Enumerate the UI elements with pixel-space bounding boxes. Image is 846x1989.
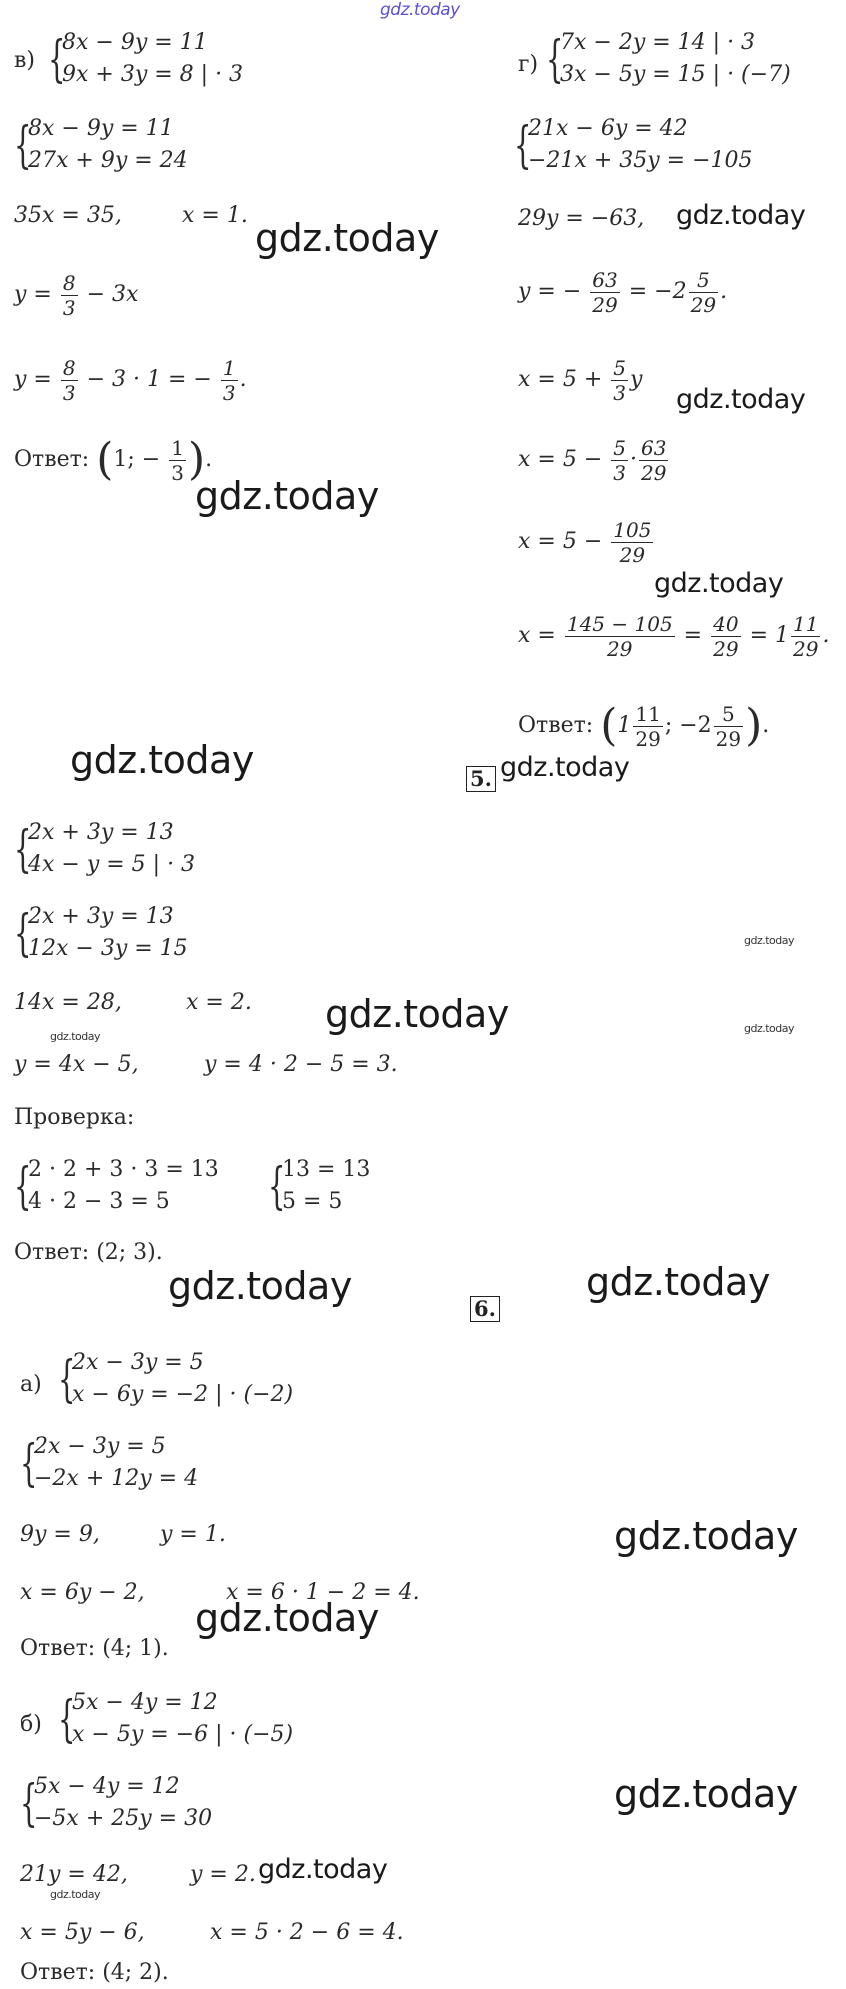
equation: 3x − 5y = 15 | · (−7) — [560, 62, 791, 87]
watermark: gdz.today — [70, 738, 254, 782]
denominator: 29 — [793, 636, 819, 661]
task5-answer: Ответ: (2; 3). — [14, 1240, 163, 1265]
text: y = — [14, 282, 52, 307]
watermark: gdz.today — [195, 474, 379, 518]
text: = — [683, 623, 703, 648]
numerator: 63 — [641, 435, 667, 460]
part-g-label: г) — [518, 52, 539, 77]
equation: 21x − 6y = 42 — [528, 116, 688, 141]
fraction — [565, 612, 675, 661]
watermark: gdz.today — [195, 1596, 379, 1640]
numerator: 5 — [613, 435, 626, 460]
task6a-line-4a: x = 6y − 2, — [20, 1580, 145, 1605]
task-number-6: 6. — [470, 1296, 500, 1322]
task6b-line-4a: x = 5y − 6, — [20, 1920, 145, 1945]
equation: 2x − 3y = 5 — [34, 1434, 166, 1459]
answer-label: Ответ: — [14, 447, 90, 472]
brace-icon: { — [268, 1157, 286, 1215]
task6a-line-3b: y = 1. — [160, 1522, 226, 1547]
numerator: 5 — [714, 702, 743, 727]
fraction — [611, 436, 628, 485]
part-v-line-3b: x = 1. — [182, 203, 248, 228]
denominator: 29 — [713, 636, 739, 661]
equation: 7x − 2y = 14 | · 3 — [560, 30, 756, 55]
numerator: 145 − 105 — [566, 611, 673, 636]
denominator: 3 — [62, 295, 76, 320]
text: . — [205, 447, 213, 472]
numerator: 8 — [62, 355, 76, 380]
brace-icon: { — [514, 116, 532, 174]
watermark: gdz.today — [676, 384, 806, 415]
text: . — [822, 623, 830, 648]
paren-open: ( — [96, 434, 114, 485]
equation: 2x + 3y = 13 — [28, 820, 174, 845]
task5-check-label: Проверка: — [14, 1105, 135, 1130]
brace-icon: { — [546, 30, 564, 88]
task6b-line-4b: x = 5 · 2 − 6 = 4. — [210, 1920, 404, 1945]
fraction — [689, 268, 718, 317]
watermark: gdz.today — [50, 1030, 101, 1043]
equation: x − 6y = −2 | · (−2) — [72, 1382, 294, 1407]
equation: 4 · 2 − 3 = 5 — [28, 1189, 170, 1214]
task6b-label: б) — [20, 1712, 42, 1737]
brace-icon: { — [14, 116, 32, 174]
equation: −21x + 35y = −105 — [528, 148, 753, 173]
equation: 5x − 4y = 12 — [34, 1774, 180, 1799]
equation: 2x − 3y = 5 — [72, 1350, 204, 1375]
watermark-top: gdz.today — [380, 0, 460, 20]
brace-icon: { — [14, 904, 32, 962]
numerator: 105 — [613, 517, 652, 542]
equation: 5 = 5 — [282, 1189, 343, 1214]
equation: 12x − 3y = 15 — [28, 936, 188, 961]
text: · — [630, 447, 637, 472]
part-v-line-5 — [14, 350, 247, 410]
task5-line-4a: y = 4x − 5, — [14, 1052, 139, 1077]
numerator: 8 — [62, 270, 76, 295]
numerator: 5 — [613, 355, 626, 380]
part-g-line-3: 29y = −63, — [518, 206, 645, 231]
part-v-line-3a: 35x = 35, — [14, 203, 122, 228]
fraction — [590, 268, 619, 317]
watermark: gdz.today — [586, 1260, 770, 1304]
text: = 1 — [749, 623, 789, 648]
text: x = 5 − — [518, 447, 603, 472]
part-v-answer — [14, 430, 212, 490]
equation: −2x + 12y = 4 — [34, 1466, 199, 1491]
equation: 13 = 13 — [282, 1157, 371, 1182]
equation: 5x − 4y = 12 — [72, 1690, 218, 1715]
watermark: gdz.today — [676, 200, 806, 231]
task6b-line-3b: y = 2. — [190, 1862, 256, 1887]
task6a-answer: Ответ: (4; 1). — [20, 1636, 169, 1661]
text: . — [720, 279, 728, 304]
text: y = — [14, 367, 52, 392]
text: 1; − — [113, 447, 161, 472]
numerator: 1 — [222, 355, 236, 380]
text: x = 5 − — [518, 529, 603, 554]
text: 1 — [617, 713, 632, 738]
denominator: 29 — [641, 460, 667, 485]
brace-icon: { — [48, 30, 66, 88]
part-v-line-4 — [14, 265, 138, 325]
denominator: 29 — [607, 636, 633, 661]
watermark: gdz.today — [744, 1022, 795, 1035]
fraction — [611, 356, 628, 405]
fraction — [791, 612, 820, 661]
equation: 2x + 3y = 13 — [28, 904, 174, 929]
brace-icon: { — [58, 1690, 76, 1748]
task-number-5: 5. — [466, 766, 496, 792]
text: x = — [518, 623, 556, 648]
denominator: 3 — [613, 380, 626, 405]
watermark: gdz.today — [614, 1514, 798, 1558]
equation: 4x − y = 5 | · 3 — [28, 852, 196, 877]
fraction — [169, 436, 186, 485]
brace-icon: { — [14, 820, 32, 878]
brace-icon: { — [20, 1774, 38, 1832]
equation: 9x + 3y = 8 | · 3 — [62, 62, 244, 87]
equation: x − 5y = −6 | · (−5) — [72, 1722, 294, 1747]
fraction — [221, 356, 238, 405]
fraction — [61, 356, 78, 405]
text: = −2 — [628, 279, 687, 304]
text: ; −2 — [664, 713, 712, 738]
equation: 8x − 9y = 11 — [62, 30, 208, 55]
task5-line-4b: y = 4 · 2 − 5 = 3. — [204, 1052, 398, 1077]
text: y — [630, 367, 643, 392]
paren-open: ( — [600, 700, 618, 751]
task6a-label: а) — [20, 1372, 42, 1397]
denominator: 3 — [171, 460, 184, 485]
part-g-answer — [518, 696, 769, 756]
denominator: 3 — [222, 380, 236, 405]
watermark: gdz.today — [325, 992, 509, 1036]
text: . — [239, 367, 247, 392]
equation: 27x + 9y = 24 — [28, 148, 188, 173]
brace-icon: { — [58, 1350, 76, 1408]
numerator: 11 — [793, 611, 819, 636]
task5-line-3b: x = 2. — [186, 990, 252, 1015]
text: − 3 · 1 = − — [86, 367, 212, 392]
text: x = 5 + — [518, 367, 603, 392]
watermark: gdz.today — [744, 934, 795, 947]
watermark: gdz.today — [255, 216, 439, 260]
brace-icon: { — [14, 1157, 32, 1215]
denominator: 29 — [715, 726, 742, 751]
task6b-line-3a: 21y = 42, — [20, 1862, 128, 1887]
part-g-line-8 — [518, 606, 829, 666]
paren-close: ) — [745, 700, 763, 751]
denominator: 29 — [619, 542, 646, 567]
equation: −5x + 25y = 30 — [34, 1806, 213, 1831]
task5-line-3a: 14x = 28, — [14, 990, 122, 1015]
numerator: 11 — [635, 701, 661, 726]
numerator: 40 — [713, 611, 739, 636]
task6a-line-3a: 9y = 9, — [20, 1522, 100, 1547]
fraction — [633, 702, 662, 751]
watermark: gdz.today — [500, 752, 630, 783]
fraction — [61, 271, 78, 320]
denominator: 29 — [690, 292, 717, 317]
fraction — [639, 436, 668, 485]
equation: 8x − 9y = 11 — [28, 116, 174, 141]
denominator: 29 — [635, 726, 661, 751]
text: − 3x — [86, 282, 139, 307]
part-g-line-5 — [518, 350, 642, 410]
equation: 2 · 2 + 3 · 3 = 13 — [28, 1157, 219, 1182]
paren-close: ) — [187, 434, 206, 485]
answer-label: Ответ: — [518, 713, 594, 738]
fraction — [714, 702, 743, 751]
denominator: 3 — [62, 380, 76, 405]
numerator: 5 — [689, 268, 718, 293]
watermark: gdz.today — [50, 1888, 101, 1901]
task6a-line-4b: x = 6 · 1 − 2 = 4. — [226, 1580, 420, 1605]
watermark: gdz.today — [654, 568, 784, 599]
part-g-line-4 — [518, 262, 727, 322]
fraction — [611, 518, 653, 567]
text: y = − — [518, 279, 582, 304]
denominator: 29 — [592, 292, 618, 317]
watermark: gdz.today — [258, 1854, 388, 1885]
watermark: gdz.today — [168, 1264, 352, 1308]
part-g-line-7 — [518, 512, 655, 572]
task6b-answer: Ответ: (4; 2). — [20, 1960, 169, 1985]
brace-icon: { — [20, 1434, 38, 1492]
watermark: gdz.today — [614, 1772, 798, 1816]
fraction — [711, 612, 740, 661]
numerator: 63 — [592, 267, 618, 292]
part-v-label: в) — [14, 48, 35, 73]
part-g-line-6 — [518, 430, 670, 490]
denominator: 3 — [613, 460, 626, 485]
numerator: 1 — [171, 435, 184, 460]
text: . — [762, 713, 770, 738]
